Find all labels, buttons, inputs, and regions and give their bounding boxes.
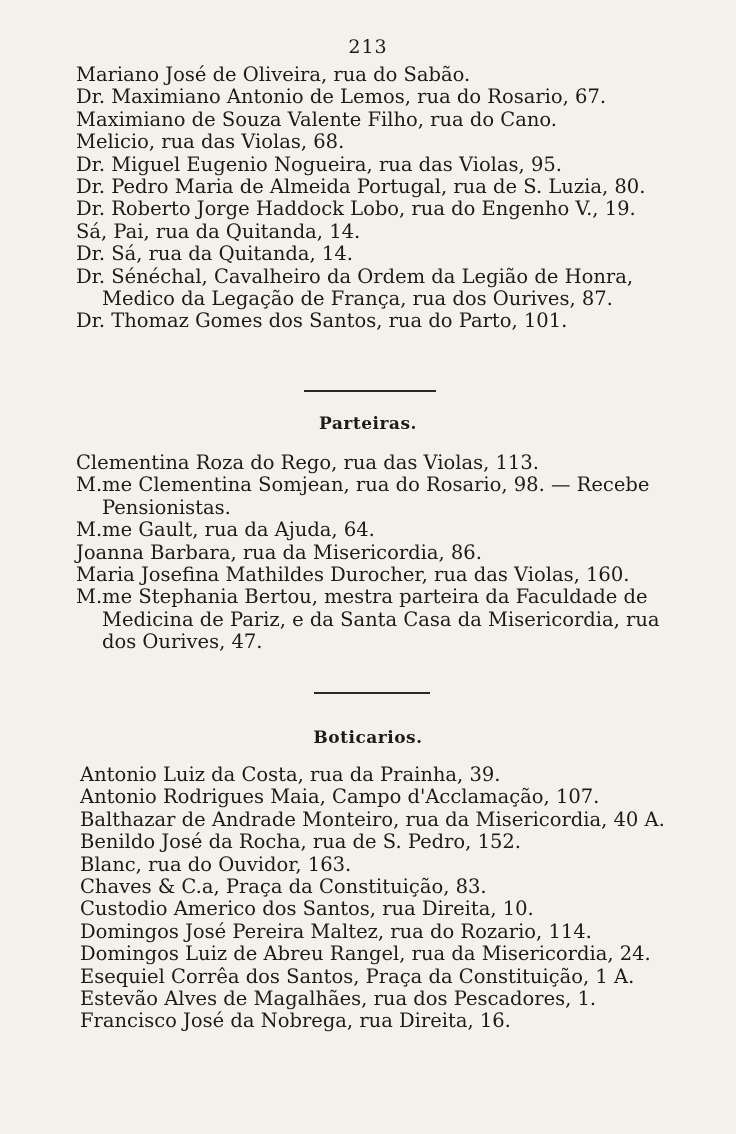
list-item: Melicio, rua das Violas, 68. [76, 130, 345, 154]
list-item-continuation: Pensionistas. [102, 495, 231, 519]
section-heading-parteiras: Parteiras. [319, 414, 417, 434]
list-item-continuation: dos Ourives, 47. [102, 630, 263, 654]
list-item: Antonio Rodrigues Maia, Campo d'Acclamação, 107. [80, 785, 600, 809]
list-item: Dr. Sá, rua da Quitanda, 14. [76, 242, 353, 266]
list-item-continuation: Medicina de Pariz, e da Santa Casa da Misericordia, rua [102, 607, 660, 631]
list-item: Domingos José Pereira Maltez, rua do Rozario, 114. [80, 919, 592, 943]
list-item: Francisco José da Nobrega, rua Direita, 16. [80, 1009, 511, 1033]
list-item: Dr. Thomaz Gomes dos Santos, rua do Parto, 101. [76, 309, 568, 333]
list-item: M.me Stephania Bertou, mestra parteira da Faculdade de [76, 585, 648, 609]
list-item: Esequiel Corrêa dos Santos, Praça da Constituição, 1 A. [80, 964, 635, 988]
parteiras-list [76, 452, 676, 654]
list-item: Dr. Sénéchal, Cavalheiro da Ordem da Legião de Honra, [76, 264, 634, 288]
list-item: Domingos Luiz de Abreu Rangel, rua da Misericordia, 24. [80, 942, 651, 966]
section-heading-boticarios: Boticarios. [313, 728, 423, 748]
list-item: Maximiano de Souza Valente Filho, rua do Cano. [76, 107, 558, 131]
boticarios-list [80, 764, 680, 1033]
list-item: Dr. Pedro Maria de Almeida Portugal, rua de S. Luzia, 80. [76, 175, 646, 199]
list-item: Dr. Miguel Eugenio Nogueira, rua das Violas, 95. [76, 152, 562, 176]
section-divider [304, 390, 436, 392]
page-number: 213 [348, 36, 388, 58]
list-item: Mariano José de Oliveira, rua do Sabão. [76, 63, 471, 86]
section-divider [314, 692, 430, 694]
list-item-continuation: Medico da Legação de França, rua dos Ourives, 87. [102, 287, 613, 311]
list-item: Antonio Luiz da Costa, rua da Prainha, 39. [80, 763, 501, 786]
list-item: Chaves & C.a, Praça da Constituição, 83. [80, 875, 487, 899]
list-item: Maria Josefina Mathildes Durocher, rua das Violas, 160. [76, 563, 630, 587]
list-item: M.me Clementina Somjean, rua do Rosario, 98. — Recebe [76, 473, 650, 497]
list-item: Blanc, rua do Ouvidor, 163. [80, 852, 352, 876]
list-item: Balthazar de Andrade Monteiro, rua da Misericordia, 40 A. [80, 807, 665, 831]
list-item: Clementina Roza do Rego, rua das Violas, 113. [76, 451, 539, 474]
list-item: Benildo José da Rocha, rua de S. Pedro, 152. [80, 830, 521, 854]
list-item: Dr. Roberto Jorge Haddock Lobo, rua do Engenho V., 19. [76, 197, 636, 221]
list-item: Custodio Americo dos Santos, rua Direita, 10. [80, 897, 534, 921]
medicos-list [76, 64, 676, 333]
list-item: Joanna Barbara, rua da Misericordia, 86. [76, 540, 482, 564]
list-item: Dr. Maximiano Antonio de Lemos, rua do Rosario, 67. [76, 85, 607, 109]
list-item: Sá, Pai, rua da Quitanda, 14. [76, 219, 361, 243]
list-item: M.me Gault, rua da Ajuda, 64. [76, 518, 375, 542]
list-item: Estevão Alves de Magalhães, rua dos Pescadores, 1. [80, 987, 597, 1011]
